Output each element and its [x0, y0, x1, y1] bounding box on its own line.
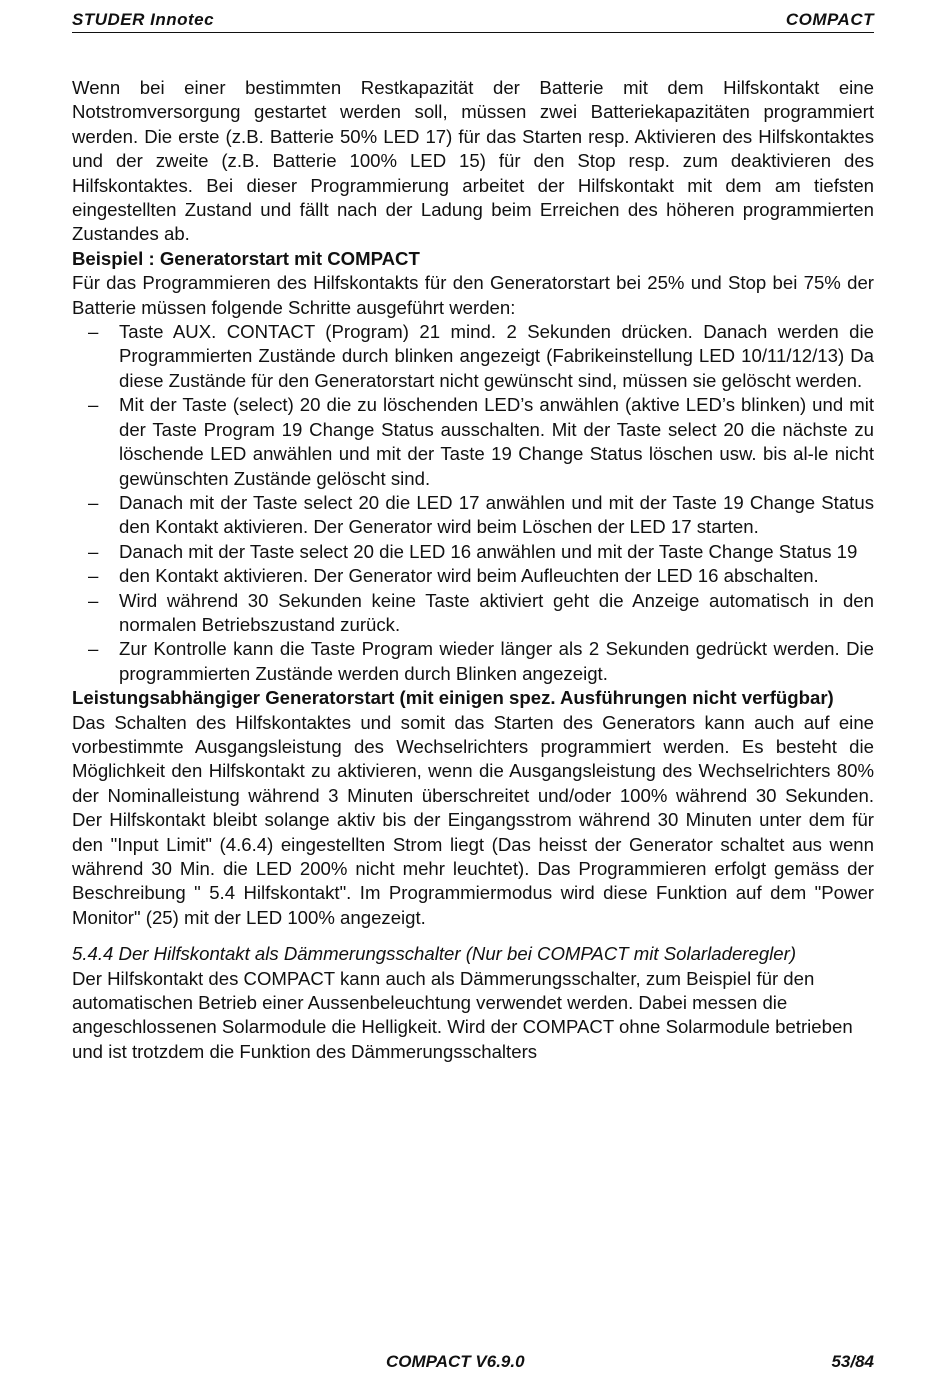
list-item: [72, 491, 874, 540]
paragraph-twilight: Der Hilfskontakt des COMPACT kann auch als Dämmerungsschalter, zum Beispiel für den automatischen Betrieb einer Aussenbeleuchtung verwendet werden. Dabei messen die angeschlossenen Solarmodule die Helligkeit. Wird der COMPACT ohne Solarmodule betrieben und ist trotzdem die Funktion des Dämmerungsschalters: [72, 967, 853, 1062]
list-item: [72, 393, 874, 491]
list-item: [72, 589, 874, 638]
list-item: [72, 637, 874, 686]
footer-version: COMPACT V6.9.0: [386, 1352, 525, 1371]
list-item-text: Danach mit der Taste select 20 die LED 16 anwählen und mit der Taste Change Status 19: [119, 540, 858, 562]
steps-list: [72, 320, 874, 686]
list-item-text: Danach mit der Taste select 20 die LED 17 anwählen und mit der Taste 19 Change Status den Kontakt aktivieren. Der Generator wird beim Löschen der LED 17 starten.: [119, 491, 874, 538]
heading-example: Beispiel : Generatorstart mit COMPACT: [72, 247, 420, 269]
header-product: COMPACT: [785, 10, 874, 29]
paragraph-power-start: Das Schalten des Hilfskontaktes und somit das Starten des Generators kann auch auf eine vorbestimmte Ausgangsleistung des Wechselrichters programmiert werden. Es besteht die Möglichkeit den Hilfskontakt zu aktivieren, wenn die Ausgangsleistung des Wechselrichters 80% der Nominalleistung während 3 Minuten überschreitet und/oder 100% während 30 Sekunden. Der Hilfskontakt bleibt solange aktiv bis der Eingangsstrom während 30 Minuten unter dem für den "Input Limit" (4.6.4) eingestellten Strom liegt (Das heisst der Generator schaltet aus wenn während 30 Min. die LED 200% nicht mehr leuchtet). Das Programmieren erfolgt gemäss der Beschreibung " 5.4 Hilfskontakt". Im Programmiermodus wird diese Funktion auf dem "Power Monitor" (25) mit der LED 100% angezeigt.: [72, 711, 874, 928]
paragraph-steps-intro: Für das Programmieren des Hilfskontakts für den Generatorstart bei 25% und Stop bei 75% der Batterie müssen folgende Schritte ausgeführt werden:: [72, 272, 874, 318]
section-heading-twilight: 5.4.4 Der Hilfskontakt als Dämmerungsschalter (Nur bei COMPACT mit Solarladeregler): [72, 943, 797, 965]
dash-marker: –: [88, 540, 99, 562]
dash-marker: –: [88, 394, 99, 416]
list-item: [72, 540, 874, 564]
list-item-text: Taste AUX. CONTACT (Program) 21 mind. 2 Sekunden drücken. Danach werden die Programmierten Zustände durch blinken angezeigt (Fabrikeinstellung LED 10/11/12/13) Da diese Zustände für den Generatorstart nicht gewünscht sind, müssen sie gelöscht werden.: [119, 321, 874, 391]
dash-marker: –: [88, 321, 99, 343]
dash-marker: –: [88, 565, 99, 587]
dash-marker: –: [88, 589, 99, 611]
page-number: 53/84: [831, 1352, 874, 1371]
dash-marker: –: [88, 638, 99, 660]
list-item: [72, 564, 874, 588]
page-header: [72, 10, 874, 33]
header-brand: STUDER Innotec: [72, 10, 215, 29]
list-item-text: Wird während 30 Sekunden keine Taste aktiviert geht die Anzeige automatisch in den normalen Betriebszustand zurück.: [119, 589, 874, 635]
dash-marker: –: [88, 491, 99, 513]
page-content: [72, 76, 874, 1064]
list-item-text: Zur Kontrolle kann die Taste Program wieder länger als 2 Sekunden gedrückt werden. Die programmierten Zustände werden durch Blinken angezeigt.: [119, 638, 874, 684]
heading-power-start: Leistungsabhängiger Generatorstart (mit einigen spez. Ausführungen nicht verfügbar): [72, 687, 834, 709]
list-item: [72, 320, 874, 393]
paragraph-intro: Wenn bei einer bestimmten Restkapazität der Batterie mit dem Hilfskontakt eine Notstromversorgung gestartet werden soll, müssen zwei Batteriekapazitäten programmiert werden. Die erste (z.B. Batterie 50% LED 17) für das Starten resp. Aktivieren des Hilfskontaktes und der zweite (z.B. Batterie 100% LED 15) für den Stop resp. zum deaktivieren des Hilfskontaktes. Bei dieser Programmierung arbeitet der Hilfskontakt mit dem am tiefsten eingestellten Zustand und fällt nach der Ladung beim Erreichen des höheren programmierten Zustandes ab.: [72, 77, 874, 245]
list-item-text: den Kontakt aktivieren. Der Generator wird beim Aufleuchten der LED 16 abschalten.: [119, 565, 819, 587]
page-footer: [72, 1352, 874, 1376]
list-item-text: Mit der Taste (select) 20 die zu löschenden LED’s anwählen (aktive LED’s blinken) und mit der Taste Program 19 Change Status ausschalten. Mit der Taste select 20 die nächste zu löschende LED anwählen und mit der Taste 19 Change Status löschen usw. bis al-le nicht gewünschten Zustände gelöscht sind.: [119, 394, 874, 489]
